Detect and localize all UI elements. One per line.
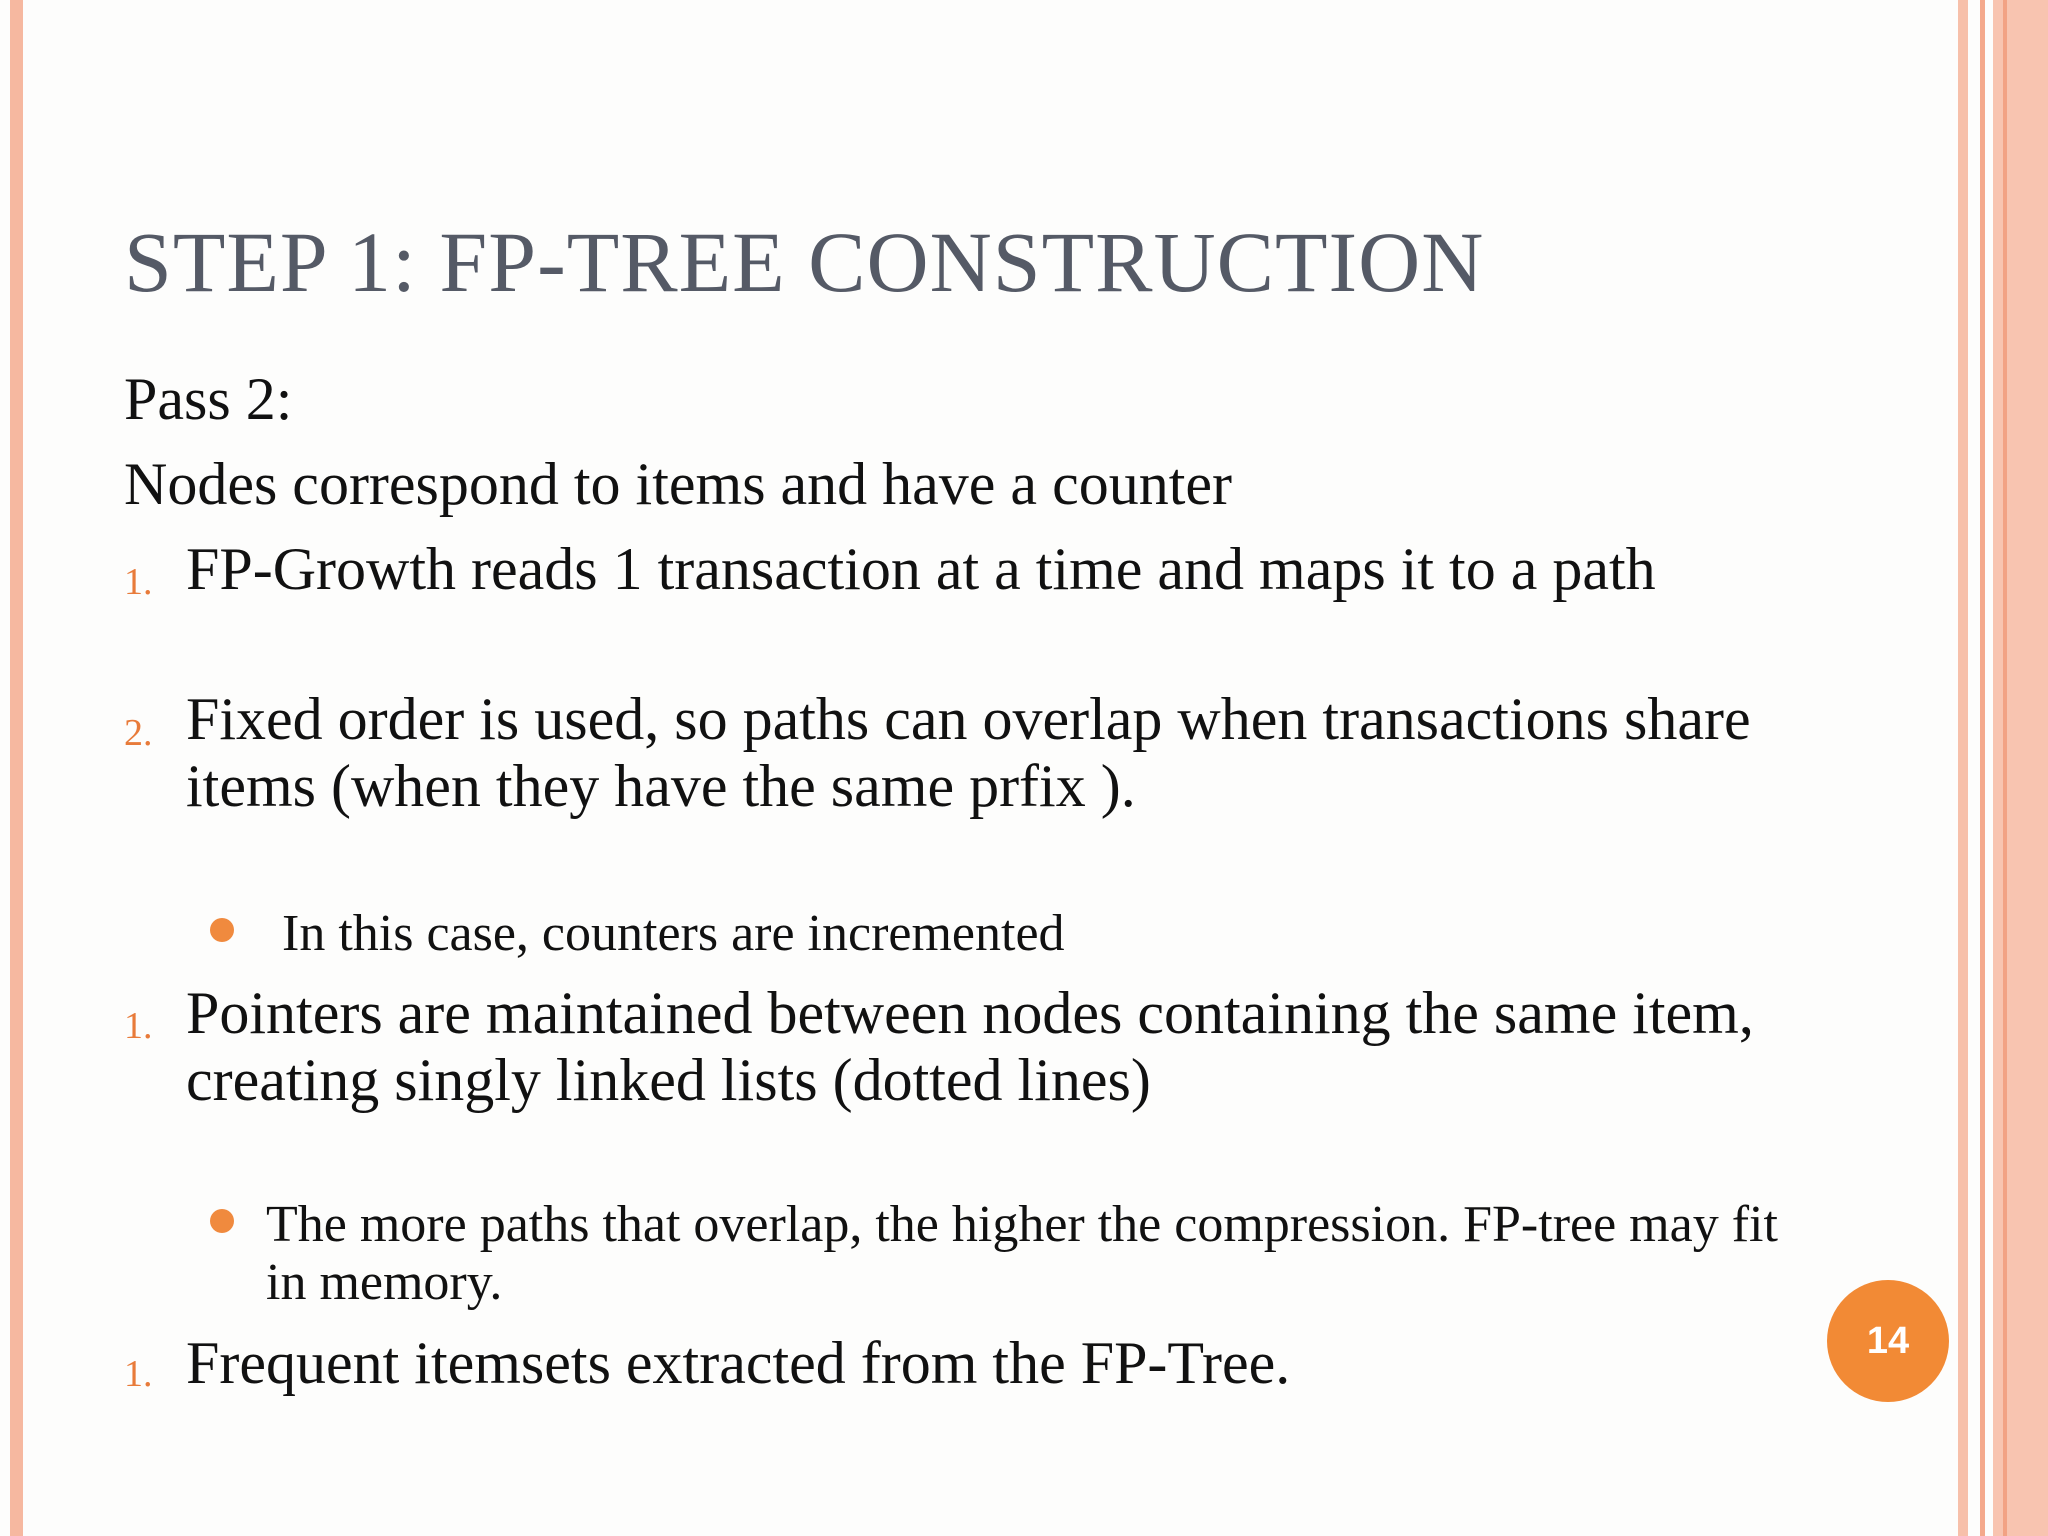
- right-border-band: [1993, 0, 2048, 1536]
- page-number-badge: 14: [1827, 1280, 1949, 1402]
- right-border-decoration: [1958, 0, 1968, 1536]
- list-number: 1.: [124, 1005, 153, 1047]
- sub-bullet: The more paths that overlap, the higher the compression. FP-tree may fit in memory.: [266, 1196, 1778, 1311]
- list-number: 2.: [124, 712, 153, 754]
- list-number: 1.: [124, 561, 153, 603]
- bullet-icon: [210, 918, 234, 942]
- list-item: Fixed order is used, so paths can overlap when transactions share items (when they have the same prfix ).: [186, 686, 1751, 819]
- intro-text: Nodes correspond to items and have a counter: [124, 451, 1232, 517]
- pass-label: Pass 2:: [124, 366, 293, 432]
- list-number: 1.: [124, 1353, 153, 1395]
- sub-bullet: In this case, counters are incremented: [282, 905, 1065, 962]
- list-item: Frequent itemsets extracted from the FP-Tree.: [186, 1330, 1291, 1396]
- slide-title: STEP 1: FP-TREE CONSTRUCTION: [124, 214, 1485, 310]
- left-border-decoration: [10, 0, 23, 1536]
- list-item: FP-Growth reads 1 transaction at a time and maps it to a path: [186, 536, 1656, 602]
- right-border-stripe: [1980, 0, 1985, 1536]
- list-item: Pointers are maintained between nodes containing the same item, creating singly linked lists (dotted lines): [186, 980, 1754, 1113]
- bullet-icon: [210, 1209, 234, 1233]
